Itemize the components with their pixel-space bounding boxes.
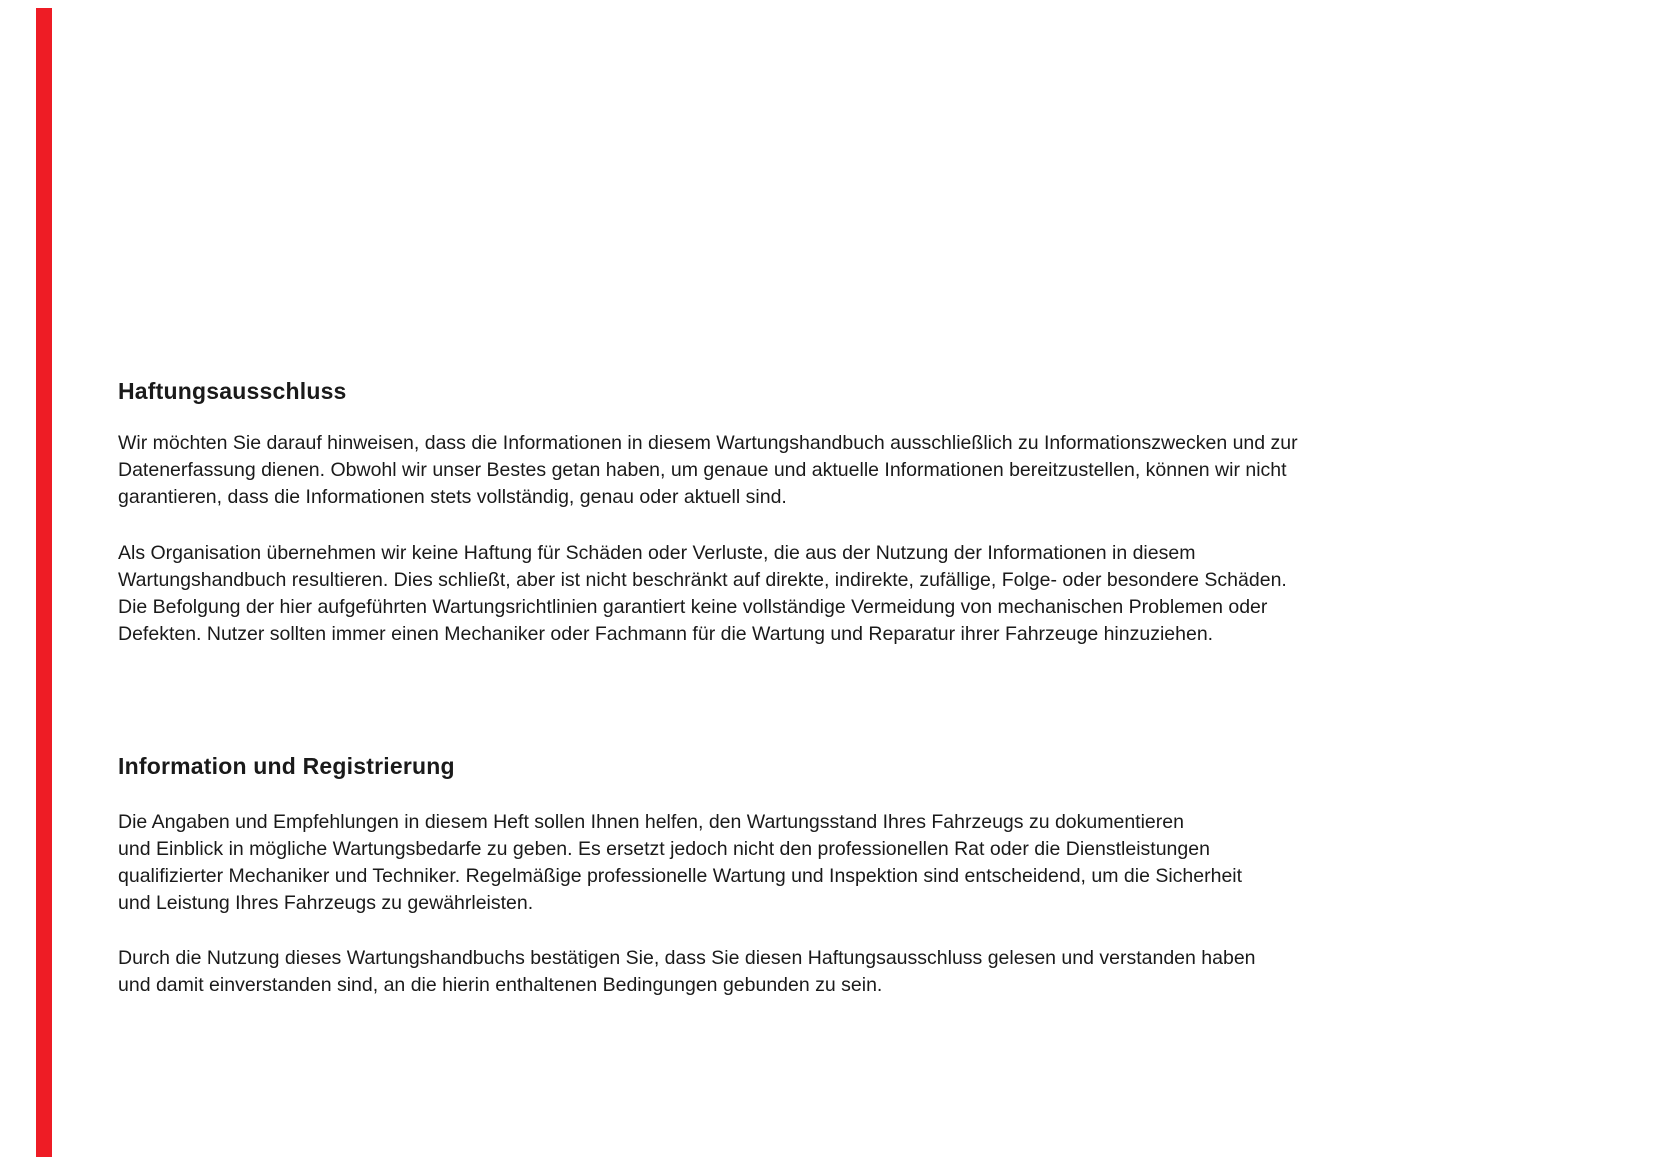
text-line: Defekten. Nutzer sollten immer einen Mechaniker oder Fachmann für die Wartung und Reparatur ihrer Fahrzeuge hinzuziehen.	[118, 623, 1214, 645]
left-edge-red-bar	[36, 8, 52, 1157]
text-line: Durch die Nutzung dieses Wartungshandbuchs bestätigen Sie, dass Sie diesen Haftungsausschluss gelesen und verstanden haben	[118, 947, 1256, 969]
text-line: Als Organisation übernehmen wir keine Haftung für Schäden oder Verluste, die aus der Nutzung der Informationen in diesem	[118, 542, 1196, 564]
paragraph	[118, 809, 1242, 917]
text-line: Datenerfassung dienen. Obwohl wir unser Bestes getan haben, um genaue und aktuelle Informationen bereitzustellen, können wir nicht	[118, 459, 1287, 481]
paragraph	[118, 945, 1256, 999]
text-line: Die Angaben und Empfehlungen in diesem Heft sollen Ihnen helfen, den Wartungsstand Ihres Fahrzeugs zu dokumentieren	[118, 811, 1184, 833]
text-line: qualifizierter Mechaniker und Techniker. Regelmäßige professionelle Wartung und Inspektion sind entscheidend, um die Sicherheit	[118, 865, 1243, 887]
text-line: Wir möchten Sie darauf hinweisen, dass die Informationen in diesem Wartungshandbuch ausschließlich zu Informationszwecken und zur	[118, 432, 1298, 454]
text-line: Wartungshandbuch resultieren. Dies schließt, aber ist nicht beschränkt auf direkte, indirekte, zufällige, Folge- oder besondere Schäden.	[118, 569, 1287, 591]
text-line: und Einblick in mögliche Wartungsbedarfe zu geben. Es ersetzt jedoch nicht den professionellen Rat oder die Dienstleistungen	[118, 838, 1210, 860]
text-line: und damit einverstanden sind, an die hierin enthaltenen Bedingungen gebunden zu sein.	[118, 974, 883, 996]
paragraph	[118, 430, 1298, 511]
text-line: und Leistung Ihres Fahrzeugs zu gewährleisten.	[118, 892, 534, 914]
text-line: Die Befolgung der hier aufgeführten Wartungsrichtlinien garantiert keine vollständige Vermeidung von mechanischen Problemen oder	[118, 596, 1268, 618]
text-line: garantieren, dass die Informationen stets vollständig, genau oder aktuell sind.	[118, 486, 787, 508]
section-heading-information-und-registrierung: Information und Registrierung	[118, 753, 455, 779]
section-heading-haftungsausschluss: Haftungsausschluss	[118, 378, 347, 404]
paragraph	[118, 540, 1287, 648]
